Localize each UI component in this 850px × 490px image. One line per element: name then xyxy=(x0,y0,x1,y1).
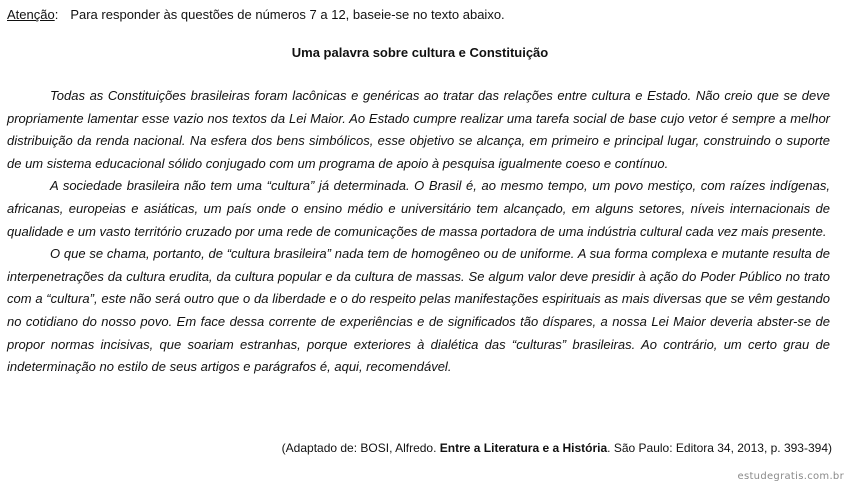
source-prefix: (Adaptado de: BOSI, Alfredo. xyxy=(281,441,440,455)
text-title: Uma palavra sobre cultura e Constituição xyxy=(291,45,549,60)
text-body xyxy=(7,85,830,379)
paragraph-3: O que se chama, portanto, de “cultura brasileira” nada tem de homogêneo ou de uniforme. A sua forma complexa e mutante resulta de interpenetrações da cultura erudita, da cultura popular e da cultura de massas. Se algum valor deve presidir à ação do Poder Público no trato com a “cultura”, este não será outro que o da liberdade e o do respeito pelas manifestações espirituais as mais diversas que se vêm gestando no cotidiano do nosso povo. Em face dessa corrente de experiências e de significados tão díspares, a nossa Lei Maior deveria abster-se de propor normas incisivas, que soariam estranhas, porque exteriores à dialética das “culturas” brasileiras. Ao contrário, um certo grau de indeterminação no estilo de seus artigos e parágrafos é, aqui, recomendável. xyxy=(7,246,830,375)
paragraph-1: Todas as Constituições brasileiras foram lacônicas e genéricas ao tratar das relações entre cultura e Estado. Não creio que se deve propriamente lamentar esse vazio nos textos da Lei Maior. Ao Estado cumpre realizar uma tarefa social de base cujo vetor é sempre a melhor distribuição da renda nacional. Na esfera dos bens simbólicos, esse objetivo se alcança, em primeiro e principal lugar, construindo o suporte de um sistema educacional sólido conjugado com um programa de apoio à pesquisa igualmente coeso e contínuo. xyxy=(7,88,830,171)
source-citation xyxy=(282,440,832,456)
notice-line xyxy=(7,6,505,24)
source-work-title: Entre a Literatura e a História xyxy=(439,441,608,455)
notice-text: Para responder às questões de números 7 a 12, baseie-se no texto abaixo. xyxy=(70,7,505,22)
site-watermark: estudegratis.com.br xyxy=(737,471,844,482)
notice-colon: : xyxy=(54,7,59,22)
notice-label: Atenção xyxy=(7,7,55,22)
paragraph-2: A sociedade brasileira não tem uma “cultura” já determinada. O Brasil é, ao mesmo tempo, um povo mestiço, com raízes indígenas, africanas, europeias e asiáticas, um país onde o ensino médio e universitário tem alcançado, em alguns setores, níveis internacionais de qualidade e um vasto território cruzado por uma rede de comunicações de massa portadora de uma indústria cultural cada vez mais presente. xyxy=(7,178,830,239)
source-suffix: . São Paulo: Editora 34, 2013, p. 393-394) xyxy=(607,441,832,455)
